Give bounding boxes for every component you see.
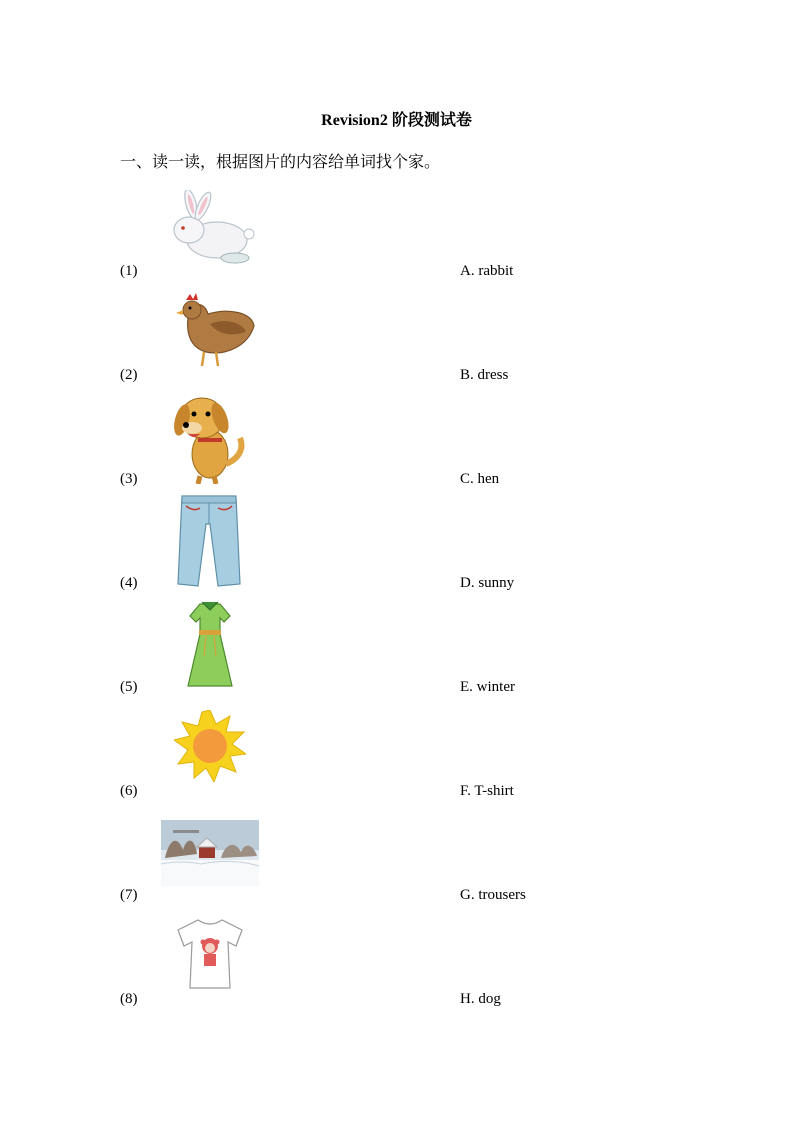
item-number: (1): [120, 263, 138, 279]
instruction-text: 一、读一读，根据图片的内容给单词找个家。: [120, 154, 441, 171]
item-number: (4): [120, 575, 138, 591]
item-number: (7): [120, 887, 138, 903]
matching-row-6: [0, 696, 793, 800]
matching-row-7: [0, 800, 793, 904]
matching-row-1: [0, 176, 793, 280]
matching-row-3: [0, 384, 793, 488]
item-number: (8): [120, 991, 138, 1007]
answer-option: C. hen: [460, 471, 500, 487]
dog-icon: [148, 388, 272, 484]
item-number: (5): [120, 679, 138, 695]
item-number: (2): [120, 367, 138, 383]
tshirt-icon: [176, 916, 244, 992]
matching-row-2: [0, 280, 793, 384]
matching-row-4: [0, 488, 793, 592]
answer-option: E. winter: [460, 679, 515, 695]
trousers-icon: [176, 494, 242, 588]
hen-icon: [148, 288, 272, 374]
answer-option: H. dog: [460, 991, 501, 1007]
answer-option: D. sunny: [460, 575, 515, 591]
answer-option: F. T-shirt: [460, 783, 514, 799]
answer-option: B. dress: [460, 367, 509, 383]
item-number: (6): [120, 783, 138, 799]
rabbit-icon: [165, 190, 255, 268]
dress-icon: [184, 598, 236, 690]
matching-row-8: [0, 904, 793, 1008]
winter-scene-icon: [161, 820, 259, 886]
matching-row-5: [0, 592, 793, 696]
item-number: (3): [120, 471, 138, 487]
page-title: Revision2 阶段测试卷: [321, 112, 472, 129]
sun-icon: [174, 710, 246, 782]
answer-option: A. rabbit: [460, 263, 514, 279]
answer-option: G. trousers: [460, 887, 526, 903]
